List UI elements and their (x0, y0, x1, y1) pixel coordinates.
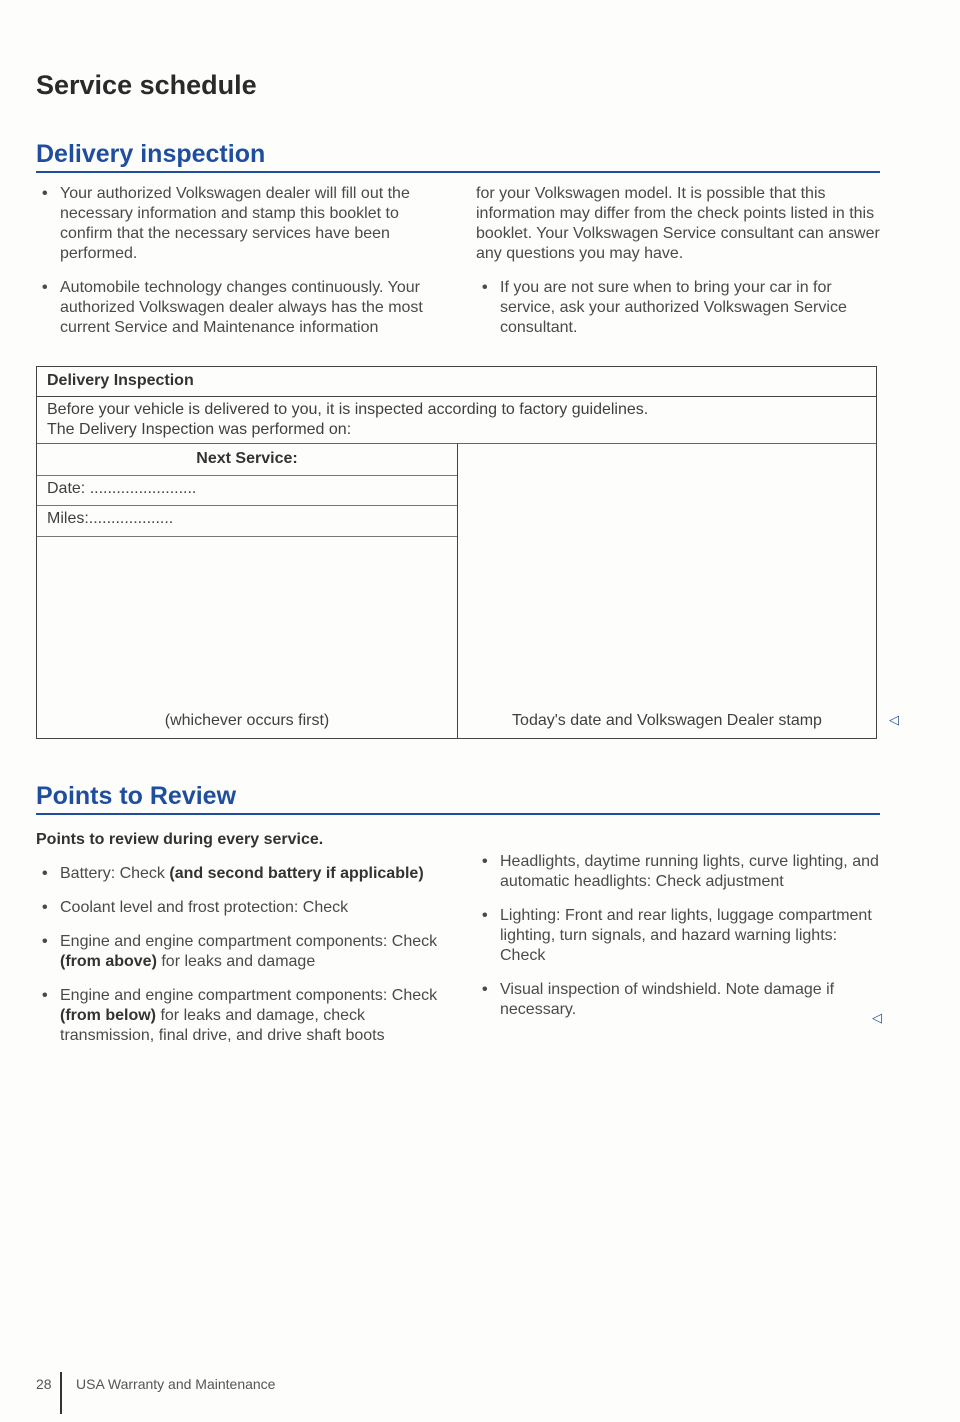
points-item-7: • Visual inspection of windshield. Note damage if necessary. (482, 981, 835, 1018)
bullet-icon: • (42, 899, 48, 916)
points-item-5: • Headlights, daytime running lights, curve lighting, and automatic headlights: Check adjustment (482, 853, 879, 890)
points-item-6: • Lighting: Front and rear lights, luggage compartment lighting, turn signals, and hazard warning lights: Check (482, 907, 872, 964)
delivery-inspection-table (36, 366, 877, 739)
intro-bullet-1: • Your authorized Volkswagen dealer will fill out the necessary information and stamp this booklet to confirm that the necessary services have been performed. (42, 185, 410, 262)
next-service-cell (37, 443, 458, 738)
intro-continuation: for your Volkswagen model. It is possible that this information may differ from the check points listed in this booklet. Your Volkswagen Service consultant can answer any questions you may have. (476, 185, 880, 262)
intro-bullet-3: • If you are not sure when to bring your car in for service, ask your authorized Volkswagen Service consultant. (482, 279, 847, 336)
intro-bullet-2: • Automobile technology changes continuously. Your authorized Volkswagen dealer always has the most current Service and Maintenance information (42, 279, 423, 336)
points-item-2: • Coolant level and frost protection: Check (42, 899, 349, 916)
dealer-stamp-cell[interactable] (458, 443, 876, 738)
bullet-icon: • (482, 279, 488, 296)
points-item-1: • Battery: Check (and second battery if applicable) (42, 865, 424, 882)
bullet-icon: • (42, 933, 48, 950)
stamp-label: Today's date and Volkswagen Dealer stamp (512, 712, 822, 729)
bullet-icon: • (42, 185, 48, 202)
bullet-icon: • (42, 865, 48, 882)
intro-left-column (36, 184, 440, 352)
row-divider (37, 536, 457, 537)
points-item-3: • Engine and engine compartment components: Check (from above) for leaks and damage (42, 933, 438, 970)
points-to-review-heading: Points to Review (36, 782, 880, 815)
footer-title: USA Warranty and Maintenance (76, 1376, 276, 1392)
end-marker-icon: ◁ (872, 1010, 882, 1025)
intro-right-column (476, 184, 880, 352)
points-item-4: • Engine and engine compartment components: Check (from below) for leaks and damage, check transmission, final drive, and drive shaft boots (42, 987, 438, 1044)
miles-row[interactable]: Miles:................... (37, 505, 457, 537)
bullet-icon: • (482, 853, 488, 870)
inspection-table-header: Delivery Inspection (37, 367, 876, 397)
bullet-icon: • (42, 987, 48, 1004)
inspection-intro: Before your vehicle is delivered to you, it is inspected according to factory guidelines. The Delivery Inspection was performed on: (47, 401, 649, 438)
delivery-inspection-heading: Delivery inspection (36, 140, 880, 173)
bullet-icon: • (42, 279, 48, 296)
end-marker-icon: ◁ (889, 712, 899, 727)
page-number: 28 (36, 1376, 52, 1392)
bullet-icon: • (482, 981, 488, 998)
date-row[interactable]: Date: ........................ (37, 475, 457, 506)
bullet-icon: • (482, 907, 488, 924)
page-title: Service schedule (36, 70, 257, 100)
points-right-column (476, 852, 880, 1034)
points-left-column (36, 830, 440, 1060)
points-lead: Points to review during every service. (36, 831, 324, 848)
next-service-label: Next Service: (196, 450, 298, 467)
footer-divider (60, 1372, 62, 1414)
whichever-label: (whichever occurs first) (164, 712, 330, 729)
